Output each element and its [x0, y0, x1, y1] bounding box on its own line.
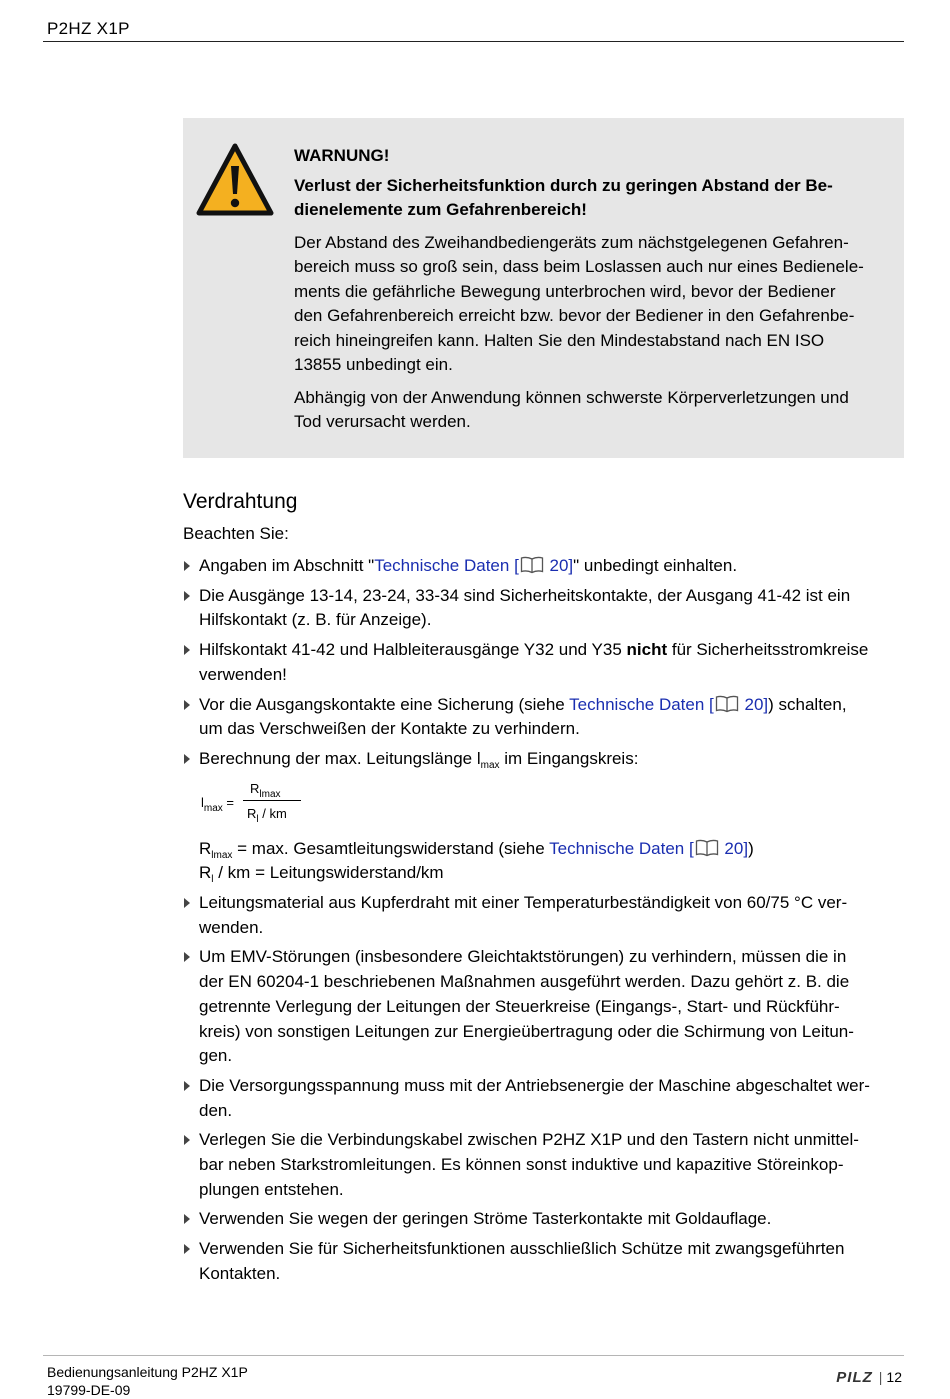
warning-body: Der Abstand des Zweihandbediengeräts zum nächstgelegenen Gefahren- bereich muss so groß sein, dass beim Loslassen auch nur eines Bedienele- ments die gefährliche Bewegung unterbrochen wird, bevor der Bediener den Gefahrenbereich erreicht bzw. bevor der Bediener in den Gefahrenbe- reich hineingreifen kann. Halten Sie den Mindestabstand nach EN ISO 13855 unbedingt ein. — [294, 232, 864, 374]
footer-separator: | — [878, 1369, 883, 1385]
pilz-logo: PILZ — [836, 1369, 873, 1386]
list-item: Die Ausgänge 13-14, 23-24, 33-34 sind Sicherheitskontakte, der Ausgang 41-42 ist ein Hilfskontakt (z. B. für Anzeige). — [183, 584, 904, 633]
list-item: Verwenden Sie für Sicherheitsfunktionen ausschließlich Schütze mit zwangsgeführten Kontakten. — [183, 1237, 904, 1286]
footer-doc-info — [47, 1363, 248, 1399]
warning-text — [294, 144, 892, 435]
bullet-arrow-icon — [184, 1244, 190, 1254]
book-icon — [715, 695, 739, 713]
footer-page-info — [836, 1369, 902, 1386]
warning-box — [183, 118, 904, 458]
warning-subheading: Verlust der Sicherheitsfunktion durch zu geringen Abstand der Be- dienelemente zum Gefahrenbereich! — [294, 175, 833, 219]
list-item: Verwenden Sie wegen der geringen Ströme Tasterkontakte mit Goldauflage. — [183, 1207, 904, 1232]
footer-rule — [43, 1355, 904, 1356]
footer-manual-title: Bedienungsanleitung P2HZ X1P — [47, 1364, 248, 1380]
cable-length-formula — [199, 777, 904, 831]
list-item: Hilfskontakt 41-42 und Halbleiterausgänge Y32 und Y35 nicht für Sicherheitsstromkreise verwenden! — [183, 638, 904, 687]
page-number: 12 — [886, 1369, 902, 1385]
list-item: Leitungsmaterial aus Kupferdraht mit einer Temperaturbeständigkeit von 60/75 °C ver- wenden. — [183, 891, 904, 940]
bullet-arrow-icon — [184, 1081, 190, 1091]
list-item: Um EMV-Störungen (insbesondere Gleichtaktstörungen) zu verhindern, müssen die in der EN 60204-1 beschriebenen Maßnahmen ausgeführt werden. Dazu gehört z. B. die getrennte Verlegung der Leitungen der Steuerkreise (Eingangs-, Start- und Rückführ- kreis) von sonstigen Leitungen zur Energieübertragung oder die Schirmung von Leitun- gen. — [183, 945, 904, 1069]
bullet-arrow-icon — [184, 754, 190, 764]
instruction-list — [183, 554, 904, 1292]
bullet-arrow-icon — [184, 952, 190, 962]
bullet-arrow-icon — [184, 1135, 190, 1145]
book-icon — [695, 839, 719, 857]
technical-data-link[interactable]: Technische Daten [ 20] — [569, 694, 769, 714]
formula-lhs: $l_{max}$ = — [201, 794, 235, 814]
bullet-arrow-icon — [184, 645, 190, 655]
list-item: Verlegen Sie die Verbindungskabel zwischen P2HZ X1P und den Tastern nicht unmittel- bar neben Starkstromleitungen. Es können sonst induktive und kapazitive Störeinkop- plungen entstehen. — [183, 1128, 904, 1202]
list-item: Angaben im Abschnitt "Technische Daten [ 20]" unbedingt einhalten. — [183, 554, 904, 579]
bullet-arrow-icon — [184, 1214, 190, 1224]
bullet-arrow-icon — [184, 591, 190, 601]
warning-triangle-icon — [196, 142, 274, 218]
technical-data-link[interactable]: Technische Daten [ 20] — [374, 556, 574, 575]
section-heading: Verdrahtung — [183, 490, 298, 513]
formula-denominator: $R_l$ / km — [247, 805, 287, 825]
bullet-arrow-icon — [184, 700, 190, 710]
list-item: Berechnung der max. Leitungslänge $l_{max}$ im Eingangskreis: — [183, 747, 904, 772]
bullet-arrow-icon — [184, 898, 190, 908]
section-intro: Beachten Sie: — [183, 524, 289, 543]
footer-doc-number: 19799-DE-09 — [47, 1382, 131, 1398]
book-icon — [520, 556, 544, 574]
list-item: Vor die Ausgangskontakte eine Sicherung (siehe Technische Daten [ 20]) schalten, um das Verschweißen der Kontakte zu verhindern. — [183, 693, 904, 742]
bullet-arrow-icon — [184, 561, 190, 571]
formula-definition-rl: $R_l$ / km = Leitungswiderstand/km — [199, 863, 444, 886]
formula-definition-rlmax: $R_{lmax} = \max$. Gesamtleitungswiderstand (siehe Technische Daten [ 20]) — [199, 838, 754, 861]
formula-fraction-bar — [243, 800, 301, 801]
warning-heading: WARNUNG! — [294, 146, 390, 165]
header-rule — [43, 41, 904, 42]
technical-data-link[interactable]: Technische Daten [ 20] — [549, 838, 749, 858]
list-item: Die Versorgungsspannung muss mit der Antriebsenergie der Maschine abgeschaltet wer- den. — [183, 1074, 904, 1123]
header-title: P2HZ X1P — [47, 19, 130, 38]
formula-numerator: $R_{lmax}$ — [250, 780, 281, 800]
warning-consequence: Abhängig von der Anwendung können schwerste Körperverletzungen und Tod verursacht werden. — [294, 387, 849, 431]
